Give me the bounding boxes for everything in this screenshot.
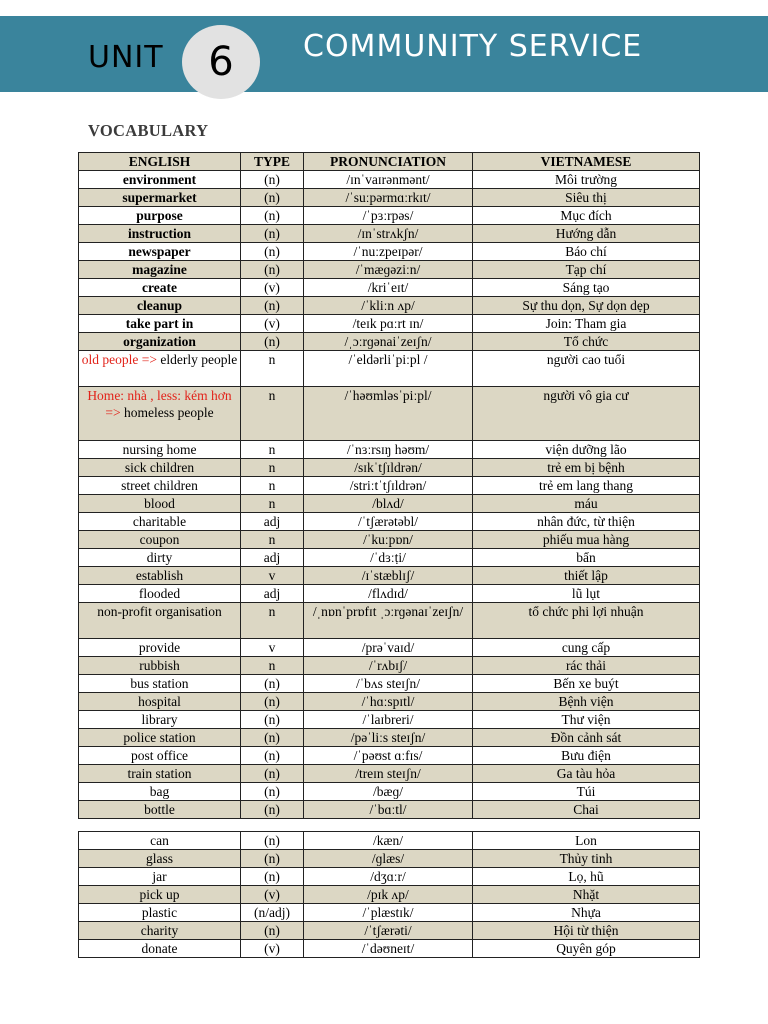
cell-vietnamese: Bến xe buýt bbox=[473, 675, 700, 693]
cell-pronunciation: /sɪkˈtʃɪldrən/ bbox=[304, 459, 473, 477]
english-word: coupon bbox=[139, 532, 180, 547]
table-row bbox=[79, 868, 700, 886]
english-word: establish bbox=[135, 568, 184, 583]
vocabulary-table bbox=[78, 152, 700, 819]
english-word: glass bbox=[146, 851, 173, 866]
table-row bbox=[79, 765, 700, 783]
cell-type: adj bbox=[241, 549, 304, 567]
cell-vietnamese: Chai bbox=[473, 801, 700, 819]
cell-english bbox=[79, 904, 241, 922]
table-row bbox=[79, 279, 700, 297]
cell-vietnamese: Thủy tinh bbox=[473, 850, 700, 868]
unit-label: UNIT bbox=[88, 40, 164, 75]
cell-type: v bbox=[241, 567, 304, 585]
table-row bbox=[79, 639, 700, 657]
cell-vietnamese: Join: Tham gia bbox=[473, 315, 700, 333]
cell-english bbox=[79, 225, 241, 243]
table-row bbox=[79, 513, 700, 531]
cell-type: n bbox=[241, 495, 304, 513]
cell-type: (n) bbox=[241, 297, 304, 315]
cell-vietnamese: Bệnh viện bbox=[473, 693, 700, 711]
cell-english bbox=[79, 243, 241, 261]
table-row bbox=[79, 351, 700, 387]
cell-pronunciation: /ɪˈstæblɪʃ/ bbox=[304, 567, 473, 585]
table-row bbox=[79, 243, 700, 261]
cell-vietnamese: Nhặt bbox=[473, 886, 700, 904]
cell-type: (n) bbox=[241, 832, 304, 850]
cell-pronunciation: /prəˈvaɪd/ bbox=[304, 639, 473, 657]
cell-pronunciation: /pɪk ʌp/ bbox=[304, 886, 473, 904]
english-word: newspaper bbox=[128, 244, 191, 259]
cell-type: (n) bbox=[241, 207, 304, 225]
cell-pronunciation: /ˈpəʊst ɑːfɪs/ bbox=[304, 747, 473, 765]
cell-english bbox=[79, 567, 241, 585]
cell-type: n bbox=[241, 657, 304, 675]
cell-vietnamese: Mục đích bbox=[473, 207, 700, 225]
english-note: Home: nhà , less: kém hơn => bbox=[87, 388, 232, 420]
english-word: cleanup bbox=[136, 298, 182, 313]
cell-type: (n) bbox=[241, 675, 304, 693]
header-pronunciation: PRONUNCIATION bbox=[304, 153, 473, 171]
header-english: ENGLISH bbox=[79, 153, 241, 171]
cell-vietnamese: trẻ em bị bệnh bbox=[473, 459, 700, 477]
table-row bbox=[79, 940, 700, 958]
cell-english bbox=[79, 747, 241, 765]
table-row bbox=[79, 801, 700, 819]
cell-pronunciation: /ˈdəʊneɪt/ bbox=[304, 940, 473, 958]
table-row bbox=[79, 886, 700, 904]
cell-vietnamese: Sự thu dọn, Sự dọn dẹp bbox=[473, 297, 700, 315]
unit-number-badge: 6 bbox=[182, 25, 260, 99]
table-row bbox=[79, 333, 700, 351]
cell-english bbox=[79, 207, 241, 225]
cell-english bbox=[79, 603, 241, 639]
cell-english bbox=[79, 886, 241, 904]
cell-pronunciation: /ˈkuːpɒn/ bbox=[304, 531, 473, 549]
english-word: elderly people bbox=[157, 352, 238, 367]
cell-pronunciation: /ˈpɜːrpəs/ bbox=[304, 207, 473, 225]
english-word: charitable bbox=[132, 514, 187, 529]
english-word: purpose bbox=[136, 208, 183, 223]
cell-english bbox=[79, 279, 241, 297]
cell-vietnamese: người vô gia cư bbox=[473, 387, 700, 441]
cell-pronunciation: /ˌɔːrɡənaiˈzeɪʃn/ bbox=[304, 333, 473, 351]
english-word: library bbox=[141, 712, 178, 727]
cell-pronunciation: /ˈdɜːṭi/ bbox=[304, 549, 473, 567]
cell-english bbox=[79, 693, 241, 711]
cell-english bbox=[79, 765, 241, 783]
cell-pronunciation: /teɪk pɑːrt ɪn/ bbox=[304, 315, 473, 333]
cell-type: (n) bbox=[241, 171, 304, 189]
table-row bbox=[79, 531, 700, 549]
cell-vietnamese: Báo chí bbox=[473, 243, 700, 261]
section-title: VOCABULARY bbox=[88, 121, 209, 140]
cell-english bbox=[79, 850, 241, 868]
english-word: provide bbox=[138, 640, 181, 655]
table-row bbox=[79, 315, 700, 333]
english-word: bottle bbox=[144, 802, 175, 817]
cell-pronunciation: /ˈeldərliˈpiːpl / bbox=[304, 351, 473, 387]
cell-vietnamese: trẻ em lang thang bbox=[473, 477, 700, 495]
cell-vietnamese: Quyên góp bbox=[473, 940, 700, 958]
cell-english bbox=[79, 940, 241, 958]
english-word: rubbish bbox=[139, 658, 180, 673]
cell-type: (n) bbox=[241, 922, 304, 940]
cell-english bbox=[79, 171, 241, 189]
cell-pronunciation: /kæn/ bbox=[304, 832, 473, 850]
cell-english bbox=[79, 495, 241, 513]
cell-type: (n) bbox=[241, 333, 304, 351]
english-word: pick up bbox=[139, 887, 180, 902]
cell-pronunciation: /ˈbɑːtl/ bbox=[304, 801, 473, 819]
header-vietnamese: VIETNAMESE bbox=[473, 153, 700, 171]
english-word: organization bbox=[123, 334, 196, 349]
cell-pronunciation: /ɪnˈvaɪrənmənt/ bbox=[304, 171, 473, 189]
english-word: flooded bbox=[138, 586, 181, 601]
cell-pronunciation: /ˈbʌs steɪʃn/ bbox=[304, 675, 473, 693]
table-row bbox=[79, 225, 700, 243]
cell-vietnamese: Đồn cảnh sát bbox=[473, 729, 700, 747]
cell-type: (v) bbox=[241, 315, 304, 333]
cell-vietnamese: người cao tuổi bbox=[473, 351, 700, 387]
cell-vietnamese: phiếu mua hàng bbox=[473, 531, 700, 549]
cell-pronunciation: /ˈhəʊmləsˈpiːpl/ bbox=[304, 387, 473, 441]
cell-type: (n) bbox=[241, 747, 304, 765]
cell-pronunciation: /blʌd/ bbox=[304, 495, 473, 513]
table-row bbox=[79, 711, 700, 729]
english-word: train station bbox=[127, 766, 192, 781]
table-row bbox=[79, 783, 700, 801]
cell-english bbox=[79, 729, 241, 747]
cell-english bbox=[79, 585, 241, 603]
cell-english bbox=[79, 832, 241, 850]
english-word: can bbox=[150, 833, 169, 848]
cell-vietnamese: Thư viện bbox=[473, 711, 700, 729]
cell-type: (n) bbox=[241, 225, 304, 243]
english-word: post office bbox=[130, 748, 189, 763]
cell-pronunciation: /pəˈliːs steɪʃn/ bbox=[304, 729, 473, 747]
cell-english bbox=[79, 675, 241, 693]
cell-pronunciation: /ˈhɑːspɪtl/ bbox=[304, 693, 473, 711]
cell-pronunciation: /flʌdɪd/ bbox=[304, 585, 473, 603]
cell-english bbox=[79, 513, 241, 531]
cell-vietnamese: lũ lụt bbox=[473, 585, 700, 603]
cell-vietnamese: Môi trường bbox=[473, 171, 700, 189]
english-word: nursing home bbox=[122, 442, 197, 457]
cell-english bbox=[79, 549, 241, 567]
cell-english bbox=[79, 711, 241, 729]
cell-type: n bbox=[241, 531, 304, 549]
cell-type: (v) bbox=[241, 940, 304, 958]
cell-type: (n) bbox=[241, 729, 304, 747]
cell-vietnamese: tổ chức phi lợi nhuận bbox=[473, 603, 700, 639]
cell-type: (n) bbox=[241, 868, 304, 886]
cell-type: (n) bbox=[241, 801, 304, 819]
cell-english bbox=[79, 387, 241, 441]
english-word: create bbox=[142, 280, 177, 295]
table-row bbox=[79, 207, 700, 225]
cell-english bbox=[79, 477, 241, 495]
english-word: charity bbox=[140, 923, 179, 938]
cell-pronunciation: /ˈnɜːrsɪŋ həʊm/ bbox=[304, 441, 473, 459]
cell-pronunciation: /striːtˈtʃɪldrən/ bbox=[304, 477, 473, 495]
english-note: old people => bbox=[81, 352, 157, 367]
cell-vietnamese: Ga tàu hỏa bbox=[473, 765, 700, 783]
cell-type: n bbox=[241, 459, 304, 477]
cell-english bbox=[79, 261, 241, 279]
cell-vietnamese: Túi bbox=[473, 783, 700, 801]
cell-type: adj bbox=[241, 585, 304, 603]
cell-vietnamese: Hội từ thiện bbox=[473, 922, 700, 940]
cell-pronunciation: /ˈsuːpərmɑːrkɪt/ bbox=[304, 189, 473, 207]
table-row bbox=[79, 549, 700, 567]
table-row bbox=[79, 441, 700, 459]
cell-type: (n/adj) bbox=[241, 904, 304, 922]
cell-type: n bbox=[241, 441, 304, 459]
cell-english bbox=[79, 657, 241, 675]
cell-type: (n) bbox=[241, 693, 304, 711]
cell-pronunciation: /ˈtʃærətəbl/ bbox=[304, 513, 473, 531]
cell-pronunciation: /treɪn steɪʃn/ bbox=[304, 765, 473, 783]
cell-english bbox=[79, 315, 241, 333]
cell-type: (n) bbox=[241, 711, 304, 729]
table-row bbox=[79, 261, 700, 279]
cell-type: (n) bbox=[241, 261, 304, 279]
cell-english bbox=[79, 351, 241, 387]
cell-pronunciation: /ɪnˈstrʌkʃn/ bbox=[304, 225, 473, 243]
cell-english bbox=[79, 801, 241, 819]
table-row bbox=[79, 904, 700, 922]
cell-english bbox=[79, 639, 241, 657]
table-row bbox=[79, 832, 700, 850]
english-word: environment bbox=[122, 172, 197, 187]
english-word: sick children bbox=[124, 460, 195, 475]
english-word: donate bbox=[141, 941, 178, 956]
table-row bbox=[79, 675, 700, 693]
english-word: hospital bbox=[138, 694, 181, 709]
cell-vietnamese: máu bbox=[473, 495, 700, 513]
cell-type: (n) bbox=[241, 850, 304, 868]
header-type: TYPE bbox=[241, 153, 304, 171]
cell-vietnamese: viện dưỡng lão bbox=[473, 441, 700, 459]
table-row bbox=[79, 585, 700, 603]
cell-pronunciation: /ˈkliːn ʌp/ bbox=[304, 297, 473, 315]
table-row bbox=[79, 850, 700, 868]
table-row bbox=[79, 693, 700, 711]
table-row bbox=[79, 171, 700, 189]
cell-vietnamese: Lon bbox=[473, 832, 700, 850]
cell-pronunciation: /bæɡ/ bbox=[304, 783, 473, 801]
table-row bbox=[79, 387, 700, 441]
cell-type: (v) bbox=[241, 279, 304, 297]
cell-type: (n) bbox=[241, 765, 304, 783]
cell-type: n bbox=[241, 603, 304, 639]
cell-vietnamese: Tổ chức bbox=[473, 333, 700, 351]
cell-pronunciation: /dʒɑːr/ bbox=[304, 868, 473, 886]
table-row bbox=[79, 567, 700, 585]
cell-type: (v) bbox=[241, 886, 304, 904]
cell-english bbox=[79, 189, 241, 207]
table-header-row bbox=[79, 153, 700, 171]
cell-vietnamese: Bưu điện bbox=[473, 747, 700, 765]
english-word: homeless people bbox=[120, 405, 214, 420]
table-row bbox=[79, 477, 700, 495]
cell-vietnamese: Siêu thị bbox=[473, 189, 700, 207]
cell-english bbox=[79, 297, 241, 315]
cell-pronunciation: /kriˈeɪt/ bbox=[304, 279, 473, 297]
english-word: bag bbox=[149, 784, 170, 799]
cell-vietnamese: Lọ, hũ bbox=[473, 868, 700, 886]
cell-pronunciation: /ˈlaɪbreri/ bbox=[304, 711, 473, 729]
cell-english bbox=[79, 441, 241, 459]
english-word: plastic bbox=[141, 905, 178, 920]
cell-type: n bbox=[241, 477, 304, 495]
vocabulary-table-continued bbox=[78, 831, 700, 958]
cell-pronunciation: /ˈplæstɪk/ bbox=[304, 904, 473, 922]
cell-vietnamese: bẩn bbox=[473, 549, 700, 567]
cell-vietnamese: Sáng tạo bbox=[473, 279, 700, 297]
table-row bbox=[79, 189, 700, 207]
table-row bbox=[79, 657, 700, 675]
english-word: instruction bbox=[127, 226, 191, 241]
english-word: bus station bbox=[130, 676, 189, 691]
english-word: supermarket bbox=[122, 190, 197, 205]
cell-english bbox=[79, 531, 241, 549]
table-row bbox=[79, 459, 700, 477]
english-word: police station bbox=[123, 730, 196, 745]
cell-english bbox=[79, 922, 241, 940]
cell-english bbox=[79, 868, 241, 886]
english-word: magazine bbox=[132, 262, 187, 277]
cell-pronunciation: /ˈrʌbɪʃ/ bbox=[304, 657, 473, 675]
english-word: jar bbox=[152, 869, 167, 884]
cell-pronunciation: /ɡlæs/ bbox=[304, 850, 473, 868]
table-row bbox=[79, 729, 700, 747]
table-row bbox=[79, 297, 700, 315]
english-word: take part in bbox=[125, 316, 194, 331]
unit-title: COMMUNITY SERVICE bbox=[303, 29, 643, 64]
english-word: non-profit organisation bbox=[97, 604, 222, 619]
cell-pronunciation: /ˈnuːzpeɪpər/ bbox=[304, 243, 473, 261]
cell-type: (n) bbox=[241, 189, 304, 207]
cell-vietnamese: Nhựa bbox=[473, 904, 700, 922]
cell-english bbox=[79, 333, 241, 351]
cell-vietnamese: rác thải bbox=[473, 657, 700, 675]
table-row bbox=[79, 922, 700, 940]
cell-pronunciation: /ˌnɒnˈprɒfɪt ˌɔːrɡənaɪˈzeɪʃn/ bbox=[304, 603, 473, 639]
cell-type: n bbox=[241, 387, 304, 441]
table-row bbox=[79, 747, 700, 765]
cell-vietnamese: Tạp chí bbox=[473, 261, 700, 279]
cell-vietnamese: thiết lập bbox=[473, 567, 700, 585]
cell-vietnamese: nhân đức, từ thiện bbox=[473, 513, 700, 531]
table-row bbox=[79, 603, 700, 639]
cell-type: (n) bbox=[241, 783, 304, 801]
english-word: street children bbox=[121, 478, 198, 493]
cell-pronunciation: /ˈtʃærəti/ bbox=[304, 922, 473, 940]
cell-type: v bbox=[241, 639, 304, 657]
cell-vietnamese: Hướng dẫn bbox=[473, 225, 700, 243]
english-word: dirty bbox=[146, 550, 173, 565]
cell-english bbox=[79, 459, 241, 477]
cell-vietnamese: cung cấp bbox=[473, 639, 700, 657]
cell-type: (n) bbox=[241, 243, 304, 261]
cell-pronunciation: /ˈmæɡəziːn/ bbox=[304, 261, 473, 279]
cell-type: adj bbox=[241, 513, 304, 531]
english-word: blood bbox=[144, 496, 175, 511]
table-row bbox=[79, 495, 700, 513]
cell-english bbox=[79, 783, 241, 801]
cell-type: n bbox=[241, 351, 304, 387]
